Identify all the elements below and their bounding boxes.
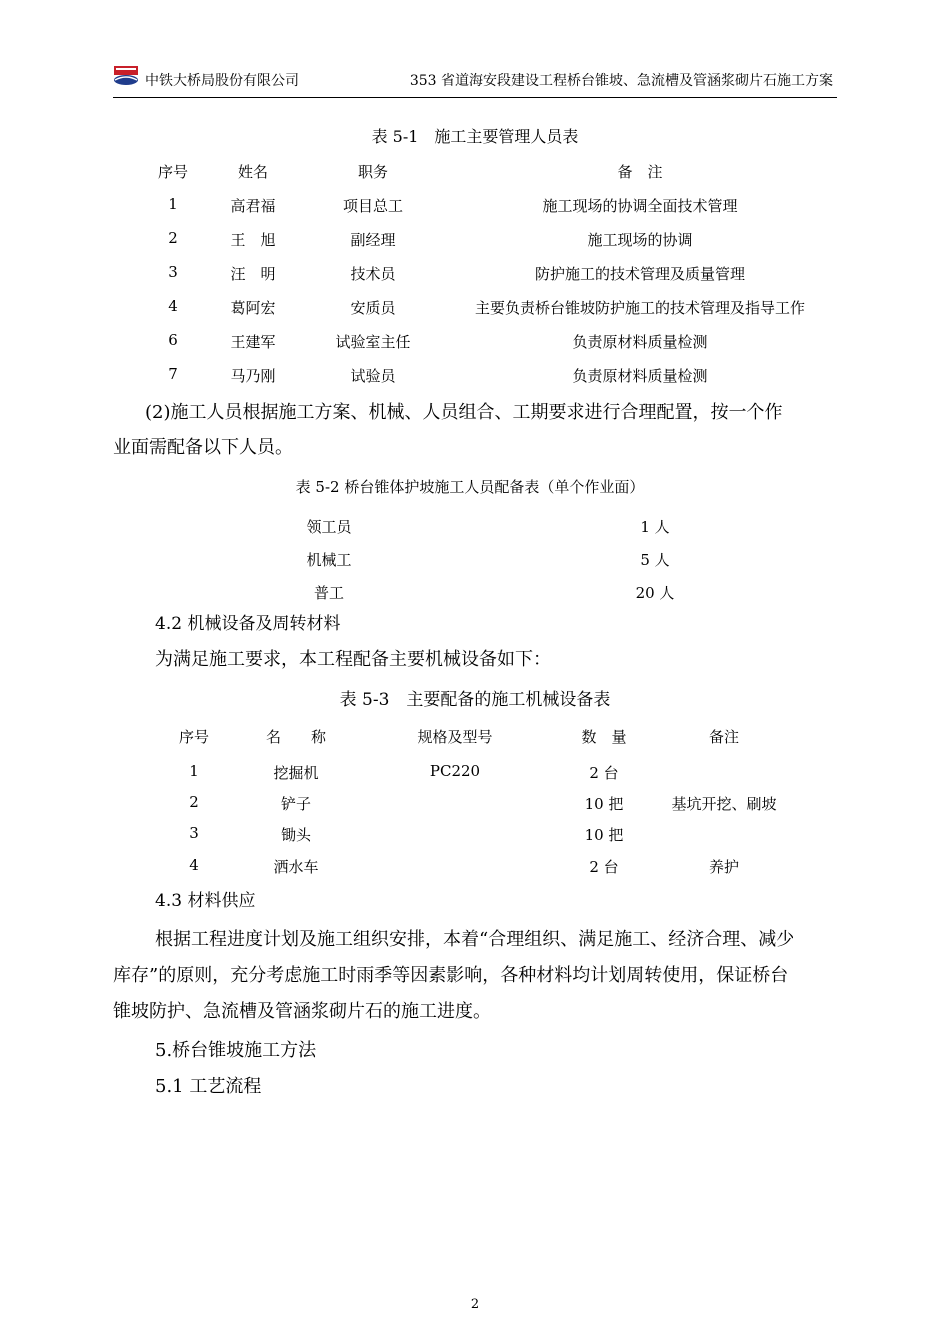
table1-cell: 马乃刚 <box>230 367 276 385</box>
paragraph-line: 锥坡防护、急流槽及管涵浆砌片石的施工进度。 <box>113 1001 491 1022</box>
table2-cell: 1 人 <box>640 518 670 536</box>
table1-cell: 高君福 <box>230 197 276 215</box>
table3-cell: PC220 <box>429 762 481 780</box>
section-heading: 5.桥台锥坡施工方法 <box>155 1040 317 1061</box>
table3-cell: 养护 <box>708 858 740 876</box>
table1-cell: 施工现场的协调全面技术管理 <box>542 197 738 215</box>
table3-cell: 2 台 <box>589 764 619 782</box>
paragraph-line: 业面需配备以下人员。 <box>113 437 293 458</box>
section-heading: 4.2 机械设备及周转材料 <box>155 614 341 634</box>
table1-cell: 4 <box>168 297 178 315</box>
table3-cell: 2 台 <box>589 858 619 876</box>
paragraph-line: 为满足施工要求，本工程配备主要机械设备如下： <box>155 649 551 670</box>
table1-cell: 防护施工的技术管理及质量管理 <box>534 265 746 283</box>
table1-cell: 试验室主任 <box>335 333 411 351</box>
table2-cell: 5 人 <box>640 551 670 569</box>
paragraph-line: (2)施工人员根据施工方案、机械、人员组合、工期要求进行合理配置，按一个作 <box>145 402 783 423</box>
table1-cell: 王 旭 <box>230 231 276 249</box>
table1-cell: 6 <box>168 331 178 349</box>
table1-cell: 3 <box>168 263 178 281</box>
table1-cell: 安质员 <box>350 299 396 317</box>
table3-cell: 洒水车 <box>273 858 319 876</box>
table1-cell: 主要负责桥台锥坡防护施工的技术管理及指导工作 <box>474 299 806 317</box>
table1-cell: 2 <box>168 229 178 247</box>
table2-cell: 普工 <box>313 584 345 602</box>
table1-header-cell: 备 注 <box>617 163 663 181</box>
table1-cell: 葛阿宏 <box>230 299 276 317</box>
table1-cell: 项目总工 <box>342 197 404 215</box>
table1-cell: 王建军 <box>230 333 276 351</box>
page-number: 2 <box>470 1297 480 1312</box>
table3-cell: 锄头 <box>280 826 312 844</box>
table3-header-cell: 名 称 <box>265 728 327 746</box>
header-company: 中铁大桥局股份有限公司 <box>145 73 299 89</box>
paragraph-line: 库存”的原则，充分考虑施工时雨季等因素影响，各种材料均计划周转使用，保证桥台 <box>113 965 789 986</box>
table2-cell: 领工员 <box>306 518 352 536</box>
table1-cell: 1 <box>168 195 178 213</box>
table3-header-cell: 数 量 <box>581 728 627 746</box>
table3-cell: 10 把 <box>584 795 624 813</box>
table1-cell: 施工现场的协调 <box>587 231 693 249</box>
subsection-heading: 5.1 工艺流程 <box>155 1076 262 1097</box>
table1-header-cell: 姓名 <box>237 163 269 181</box>
table3-caption: 表 5-3 主要配备的施工机械设备表 <box>339 690 611 710</box>
table3-header-cell: 规格及型号 <box>417 728 493 746</box>
table1-cell: 7 <box>168 365 178 383</box>
table1-cell: 负责原材料质量检测 <box>572 333 708 351</box>
table3-header-cell: 序号 <box>178 728 210 746</box>
table2-cell: 20 人 <box>635 584 675 602</box>
table1-cell: 副经理 <box>350 231 396 249</box>
company-logo-icon <box>113 65 139 87</box>
table3-cell: 铲子 <box>280 795 312 813</box>
table3-cell: 10 把 <box>584 826 624 844</box>
table3-cell: 1 <box>189 762 199 780</box>
section-heading: 4.3 材料供应 <box>155 891 256 911</box>
table1-header-cell: 序号 <box>157 163 189 181</box>
table3-cell: 基坑开挖、刷坡 <box>671 795 777 813</box>
table1-header-cell: 职务 <box>357 163 389 181</box>
header-doc-title: 353 省道海安段建设工程桥台锥坡、急流槽及管涵浆砌片石施工方案 <box>409 73 833 89</box>
table1-cell: 试验员 <box>350 367 396 385</box>
table3-cell: 挖掘机 <box>273 764 319 782</box>
table3-cell: 2 <box>189 793 199 811</box>
table1-cell: 负责原材料质量检测 <box>572 367 708 385</box>
table1-cell: 技术员 <box>350 265 396 283</box>
table2-caption: 表 5-2 桥台锥体护坡施工人员配备表（单个作业面） <box>295 478 645 496</box>
table3-cell: 3 <box>189 824 199 842</box>
table1-caption: 表 5-1 施工主要管理人员表 <box>371 127 579 146</box>
paragraph-line: 根据工程进度计划及施工组织安排，本着“合理组织、满足施工、经济合理、减少 <box>155 929 795 950</box>
table3-header-cell: 备注 <box>708 728 740 746</box>
table2-cell: 机械工 <box>306 551 352 569</box>
header-divider <box>113 97 837 98</box>
table1-cell: 汪 明 <box>230 265 276 283</box>
table3-cell: 4 <box>189 856 199 874</box>
